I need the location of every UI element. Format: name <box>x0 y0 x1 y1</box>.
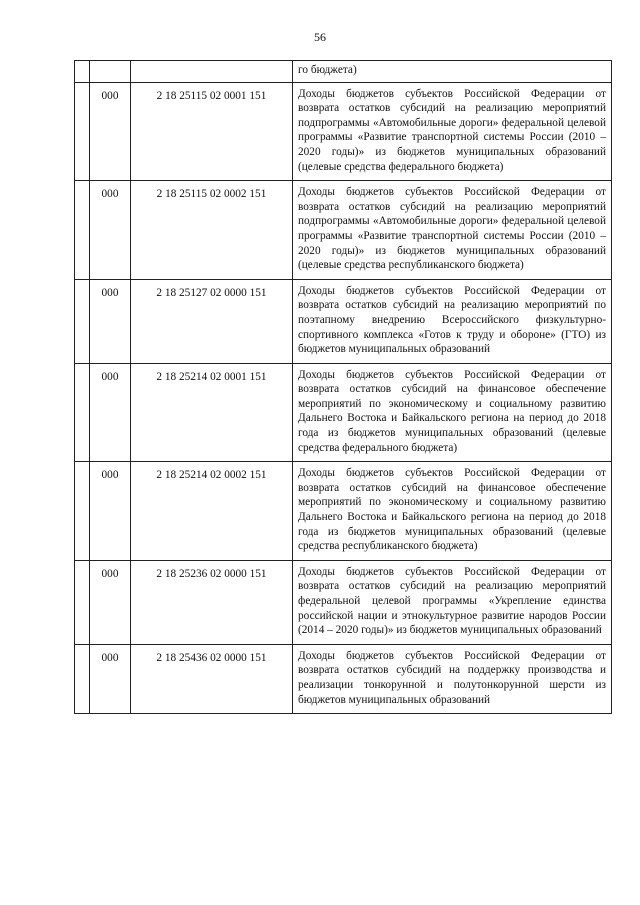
kbk-cell: 2 18 25214 02 0002 151 <box>131 462 293 561</box>
kbk-cell: 2 18 25115 02 0001 151 <box>131 82 293 181</box>
kbk-cell: 2 18 25115 02 0002 151 <box>131 181 293 280</box>
description-cell: Доходы бюджетов субъектов Российской Федерации от возврата остатков субсидий на реализацию мероприятий подпрограммы «Автомобильные дороги» федеральной целевой программы «Развитие транспортной системы России (2010 – 2020 годы)» из бюджетов муниципальных образований (целевые средства федерального бюджета) <box>293 82 612 181</box>
table-row <box>75 560 612 644</box>
table-row <box>75 644 612 713</box>
table-row <box>75 82 612 181</box>
kbk-cell: 2 18 25127 02 0000 151 <box>131 279 293 363</box>
table-row <box>75 363 612 462</box>
row-marker-cell <box>75 363 90 462</box>
table-row <box>75 181 612 280</box>
kbk-cell: 2 18 25436 02 0000 151 <box>131 644 293 713</box>
admin-code-cell: 000 <box>90 82 131 181</box>
kbk-cell: 2 18 25214 02 0001 151 <box>131 363 293 462</box>
kbk-cell: 2 18 25236 02 0000 151 <box>131 560 293 644</box>
admin-code-cell: 000 <box>90 644 131 713</box>
admin-code-cell: 000 <box>90 560 131 644</box>
description-cell: Доходы бюджетов субъектов Российской Федерации от возврата остатков субсидий на финансовое обеспечение мероприятий по экономическому и социальному развитию Дальнего Востока и Байкальского региона на период до 2018 года из бюджетов муниципальных образований (целевые средства федерального бюджета) <box>293 363 612 462</box>
row-marker-cell <box>75 61 90 83</box>
description-cell: Доходы бюджетов субъектов Российской Федерации от возврата остатков субсидий на поддержку производства и реализации тонкорунной и полутонкорунной шерсти из бюджетов муниципальных образований <box>293 644 612 713</box>
table-row <box>75 462 612 561</box>
row-marker-cell <box>75 560 90 644</box>
description-cell: го бюджета) <box>293 61 612 83</box>
budget-codes-table <box>74 60 612 714</box>
description-cell: Доходы бюджетов субъектов Российской Федерации от возврата остатков субсидий на реализацию мероприятий федеральной целевой программы «Укрепление единства российской нации и этнокультурное развитие народов России (2014 – 2020 годы)» из бюджетов муниципальных образований <box>293 560 612 644</box>
kbk-cell <box>131 61 293 83</box>
admin-code-cell: 000 <box>90 181 131 280</box>
row-marker-cell <box>75 462 90 561</box>
row-marker-cell <box>75 82 90 181</box>
description-cell: Доходы бюджетов субъектов Российской Федерации от возврата остатков субсидий на реализацию мероприятий по поэтапному внедрению Всероссийского физкультурно-спортивного комплекса «Готов к труду и обороне» (ГТО) из бюджетов муниципальных образований <box>293 279 612 363</box>
table-row <box>75 279 612 363</box>
row-marker-cell <box>75 181 90 280</box>
description-cell: Доходы бюджетов субъектов Российской Федерации от возврата остатков субсидий на реализацию мероприятий подпрограммы «Автомобильные дороги» федеральной целевой программы «Развитие транспортной системы России (2010 – 2020 годы)» из бюджетов муниципальных образований (целевые средства республиканского бюджета) <box>293 181 612 280</box>
description-cell: Доходы бюджетов субъектов Российской Федерации от возврата остатков субсидий на финансовое обеспечение мероприятий по экономическому и социальному развитию Дальнего Востока и Байкальского региона на период до 2018 года из бюджетов муниципальных образований (целевые средства республиканского бюджета) <box>293 462 612 561</box>
admin-code-cell: 000 <box>90 462 131 561</box>
table-body <box>75 61 612 714</box>
continuation-row <box>75 61 612 83</box>
admin-code-cell: 000 <box>90 279 131 363</box>
admin-code-cell: 000 <box>90 363 131 462</box>
admin-code-cell <box>90 61 131 83</box>
page-number: 56 <box>314 30 326 44</box>
row-marker-cell <box>75 279 90 363</box>
row-marker-cell <box>75 644 90 713</box>
